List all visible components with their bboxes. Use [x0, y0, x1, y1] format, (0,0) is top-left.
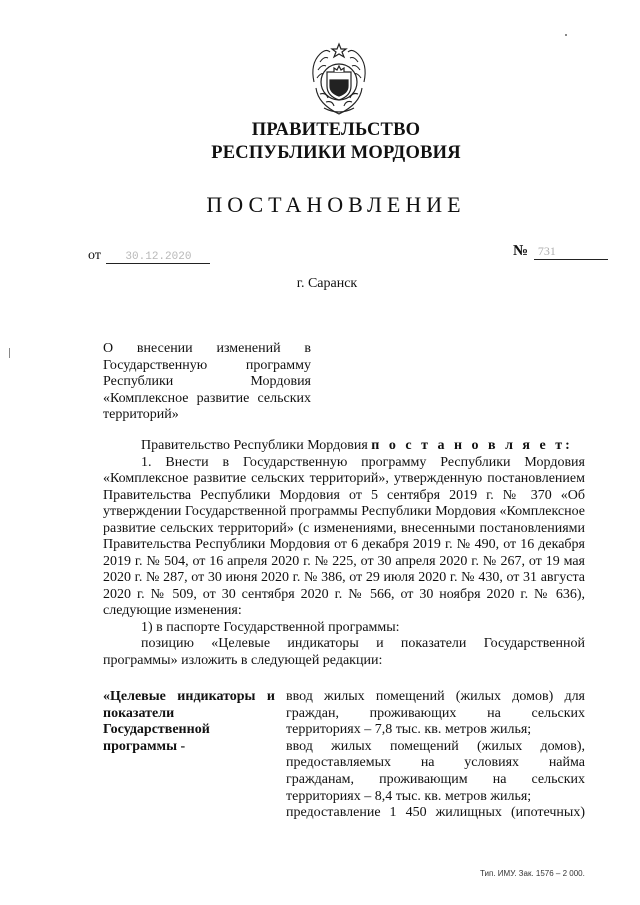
document-subject: О внесении изменений в Государственную программу Республики Мордовия «Комплексное развитие сельских территорий»	[103, 341, 311, 423]
right-line: территориях – 8,4 тыс. кв. метров жилья;	[286, 788, 532, 804]
date-label: от	[88, 248, 101, 263]
coat-of-arms-emblem	[304, 42, 374, 120]
right-line: гражданам, проживающим на сельских	[286, 771, 585, 787]
table-right-cell	[286, 689, 585, 822]
left-line: программы -	[103, 738, 186, 754]
scan-mark	[565, 34, 567, 36]
document-type-heading: ПОСТАНОВЛЕНИЕ	[206, 192, 466, 217]
number-row	[513, 243, 608, 260]
right-line: территориях – 7,8 тыс. кв. метров жилья;	[286, 722, 532, 738]
table-left-cell	[103, 689, 275, 755]
government-title-line2: РЕСПУБЛИКИ МОРДОВИЯ	[211, 143, 461, 163]
right-line: граждан, проживающих на сельских	[286, 705, 585, 721]
right-line: ввод жилых помещений (жилых домов),	[286, 738, 585, 754]
government-title-line1: ПРАВИТЕЛЬСТВО	[251, 120, 421, 140]
document-body	[103, 438, 585, 669]
paragraph-1: 1. Внести в Государственную программу Республики Мордовия «Комплексное развитие сельских территорий», утвержденную постановлением Правительства Республики Мордовия от 5 сентября 2019 г. № 370 «Об утверждении Государственной программы Республики Мордовия «Комплексное развитие сельских территорий» (с изменениями, внесенными постановлениями Правительства Республики Мордовия от 6 декабря 2019 г. № 490, от 16 декабря 2019 г. № 504, от 16 апреля 2020 г. № 225, от 30 апреля 2020 г. № 267, от 19 мая 2020 г. № 287, от 30 июня 2020 г. № 386, от 29 июля 2020 г. № 430, от 31 августа 2020 г. № 509, от 30 сентября 2020 г. № 566, от 30 ноября 2020 г. № 636), следующие изменения:	[103, 454, 585, 618]
left-line: «Целевые индикаторы и	[103, 689, 275, 704]
paragraph-2: 1) в паспорте Государственной программы:	[141, 619, 400, 635]
right-line: предоставляемых на условиях найма	[286, 755, 585, 771]
resolves-word: п о с т а н о в л я е т:	[371, 438, 573, 453]
print-footer: Тип. ИМУ. Зак. 1576 – 2 000.	[480, 869, 585, 878]
intro-text: Правительство Республики Мордовия	[141, 438, 372, 453]
date-row	[88, 248, 210, 264]
scan-mark	[9, 348, 10, 358]
left-line: Государственной	[103, 722, 210, 738]
paragraph-3: позицию «Целевые индикаторы и показатели Государственной программы» изложить в следующей редакции:	[103, 636, 585, 668]
city-line: г. Саранск	[296, 276, 358, 291]
right-line: ввод жилых помещений (жилых домов) для	[286, 689, 585, 704]
right-line: предоставление 1 450 жилищных (ипотечных)	[286, 805, 585, 821]
date-field: 30.12.2020	[106, 251, 210, 264]
left-line: показатели	[103, 705, 175, 721]
number-field: 731	[534, 244, 608, 260]
intro-paragraph	[103, 438, 585, 455]
number-label: №	[513, 243, 529, 259]
